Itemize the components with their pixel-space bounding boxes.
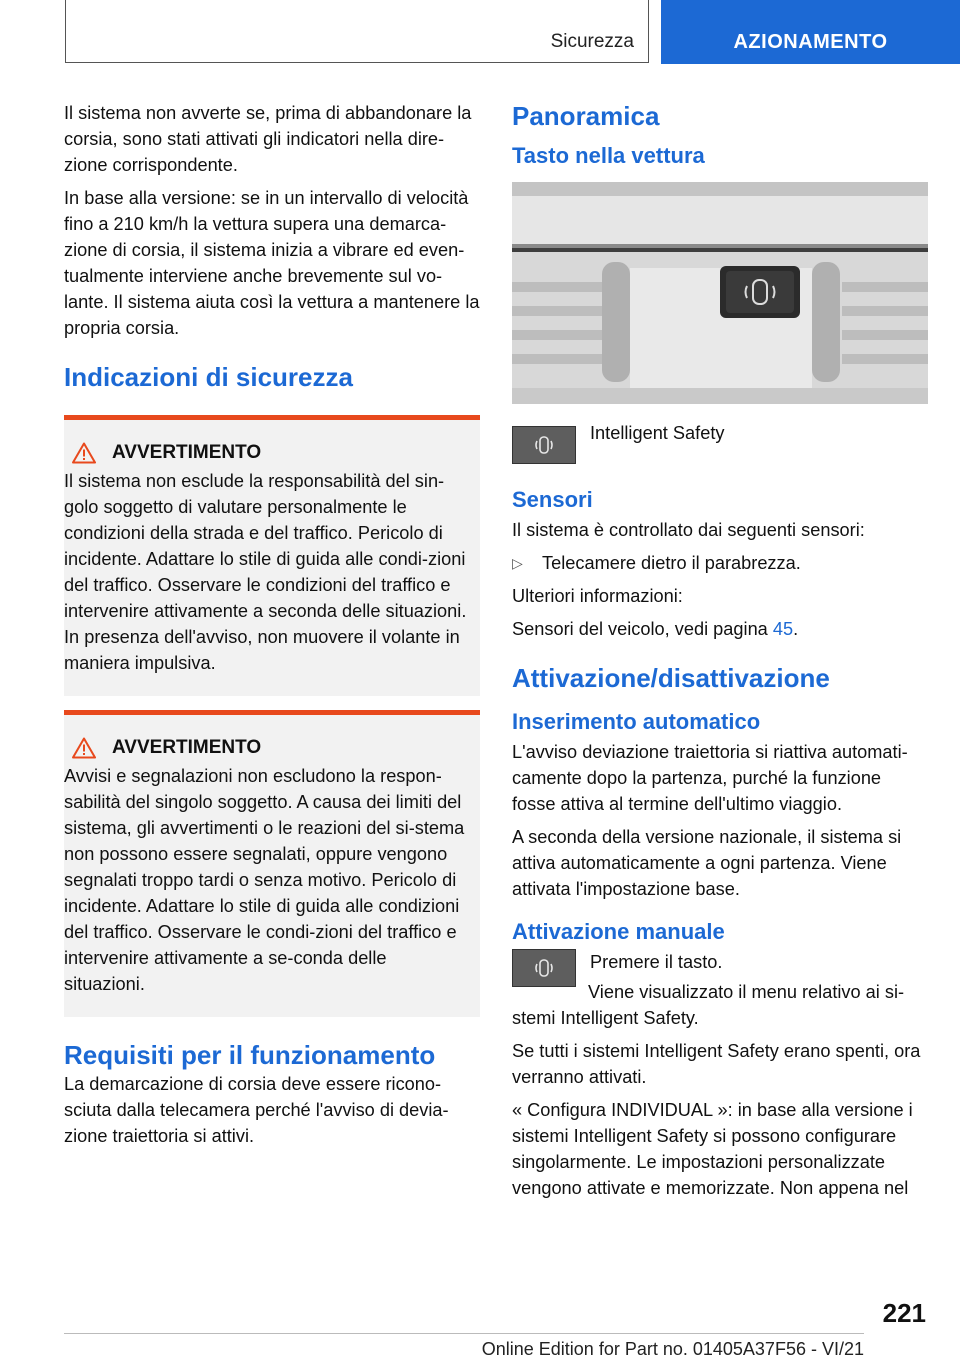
intelligent-safety-label: Intelligent Safety: [590, 423, 725, 443]
header-section-title: Sicurezza: [550, 31, 634, 52]
warning-triangle-icon: [72, 442, 96, 464]
paragraph: Se tutti i sistemi Intelligent Safety erano spenti, ora verranno attivati.: [512, 1041, 921, 1087]
press-button-text: Premere il tasto.: [590, 952, 723, 972]
right-column: [512, 100, 928, 1208]
warning-text: Avvisi e segnalazioni non escludono la respon-sabilità del singolo soggetto. A causa dei limiti del sistema, gli avvertimenti o le reazioni del si-stema non possono essere segnalati, oppure vengono segnalati troppo tardi o senza motivo. Pericolo di incidente. Adattare lo stile di guida alle condizioni del traffico. Osservare le condi-zioni del traffico e intervenire attivamente a se-conda delle situazioni.: [64, 766, 465, 994]
paragraph: A seconda della versione nazionale, il sistema si attiva automaticamente a ogni partenza. Viene attivata l'impostazione base.: [512, 827, 902, 899]
car-shield-icon: [533, 956, 555, 980]
intelligent-safety-row: [512, 420, 928, 464]
car-shield-icon: [533, 433, 555, 457]
paragraph: Sensori del veicolo, vedi pagina 45.: [512, 619, 799, 639]
header-section-box: [65, 0, 649, 63]
warning-triangle-icon: [72, 737, 96, 759]
footer-edition: Online Edition for Part no. 01405A37F56 - VI/21: [481, 1339, 864, 1359]
page-link[interactable]: 45: [772, 619, 794, 639]
paragraph: L'avviso deviazione traiettoria si riattiva automati-camente dopo la partenza, purché la funzione fosse attiva al termine dell'ultimo viaggio.: [512, 742, 908, 814]
left-column: [64, 100, 480, 1156]
heading-automatic: Inserimento automatico: [512, 709, 761, 734]
heading-safety: Indicazioni di sicurezza: [64, 362, 353, 392]
bullet-triangle-icon: ▷: [512, 555, 523, 571]
warning-title: AVVERTIMENTO: [112, 442, 262, 463]
paragraph: « Configura INDIVIDUAL »: in base alla versione i sistemi Intelligent Safety si possono configurare singolarmente. Le impostazioni personalizzate vengono attivate e memorizzate. Non appena nel: [512, 1100, 913, 1198]
heading-manual: Attivazione manuale: [512, 919, 725, 944]
heading-activation: Attivazione/disattivazione: [512, 663, 830, 693]
paragraph: Ulteriori informazioni:: [512, 586, 683, 606]
warning-box: [64, 415, 480, 696]
list-item: [512, 550, 928, 576]
warning-text: Il sistema non esclude la responsabilità del sin-golo soggetto di valutare personalmente le condizioni della strada e del traffico. Pericolo di incidente. Adattare lo stile di guida alle condi-zioni del traffico. Osservare le condizioni del traffico e intervenire attivamente a seconda delle situazioni. In presenza dell'avviso, non muovere il volante in maniera impulsiva.: [64, 471, 467, 673]
paragraph: Il sistema non avverte se, prima di abbandonare la corsia, sono stati attivati gli indicatori nella dire-zione corrispondente.: [64, 103, 472, 175]
heading-requirements: Requisiti per il funzionamento: [64, 1040, 436, 1070]
paragraph: Il sistema è controllato dai seguenti sensori:: [512, 520, 865, 540]
page-number: 221: [882, 1298, 926, 1328]
paragraph: La demarcazione di corsia deve essere ricono-sciuta dalla telecamera perché l'avviso di devia-zione traiettoria si attivi.: [64, 1074, 449, 1146]
paragraph: In base alla versione: se in un intervallo di velocità fino a 210 km/h la vettura supera una demarca-zione di corsia, il sistema inizia a vibrare ed even-tualmente interviene anche brevemente sul vo-lante. Il sistema aiuta così la vettura a mantenere la propria corsia.: [64, 188, 480, 338]
intelligent-safety-button-icon: [512, 426, 576, 464]
warning-box: [64, 710, 480, 1017]
warning-title: AVVERTIMENTO: [112, 737, 262, 758]
heading-button-in-vehicle: Tasto nella vettura: [512, 143, 705, 168]
dashboard-button-photo: [512, 182, 928, 404]
header-chapter-tab[interactable]: [661, 0, 960, 64]
heading-overview: Panoramica: [512, 101, 660, 131]
header-chapter-title: AZIONAMENTO: [733, 31, 888, 53]
list-item-text: Telecamere dietro il parabrezza.: [542, 553, 801, 573]
footer-divider: [64, 1333, 864, 1334]
paragraph: Viene visualizzato il menu relativo ai si-stemi Intelligent Safety.: [512, 982, 905, 1028]
intelligent-safety-button-icon: [512, 949, 576, 987]
heading-sensors: Sensori: [512, 487, 593, 512]
